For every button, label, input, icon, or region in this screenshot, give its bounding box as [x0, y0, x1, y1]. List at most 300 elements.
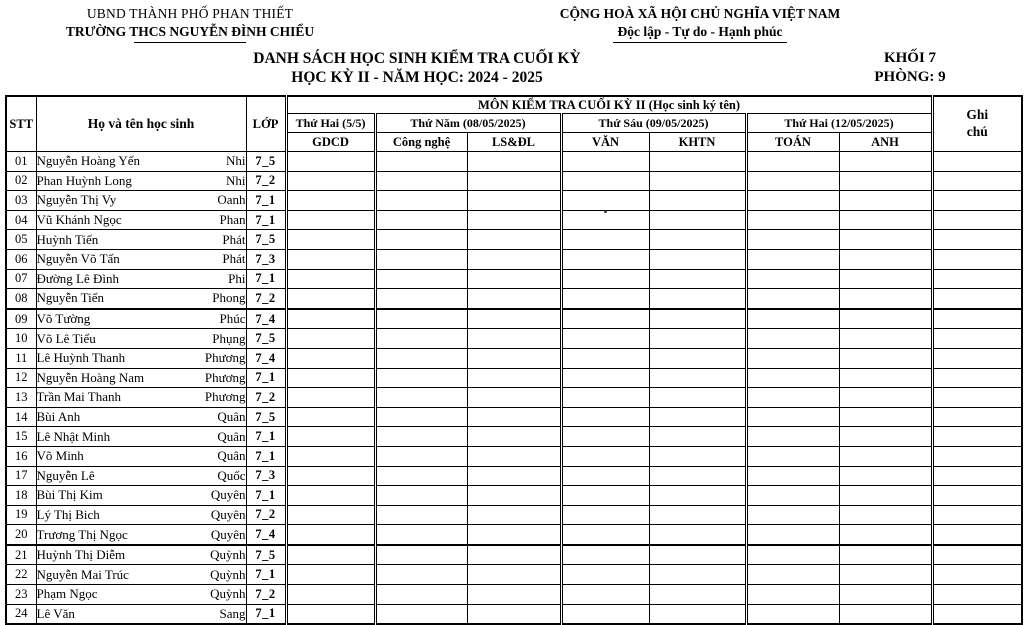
note-cell [932, 348, 1022, 368]
stray-ink-mark [604, 210, 607, 213]
day-header: Thứ Sáu (09/05/2025) [561, 114, 746, 133]
student-class: 7_2 [246, 585, 286, 605]
note-cell [932, 486, 1022, 506]
student-name-cell [36, 585, 246, 605]
student-surname-middle: Nguyễn Võ Tấn [36, 251, 120, 267]
student-given-name: Quân [217, 428, 246, 444]
national-motto-block [550, 6, 850, 43]
signature-cell-ls-l [467, 368, 561, 388]
signature-cell-anh [839, 230, 932, 250]
signature-cell-khtn [649, 525, 746, 545]
signature-cell-khtn [649, 171, 746, 191]
signature-cell-anh [839, 191, 932, 211]
note-cell [932, 466, 1022, 486]
signature-cell-gdcd [286, 585, 375, 605]
signature-cell-v-n [561, 269, 649, 289]
signature-cell-c-ng-ngh- [375, 565, 467, 585]
signature-cell-to-n [746, 210, 839, 230]
note-cell [932, 171, 1022, 191]
signature-cell-khtn [649, 604, 746, 624]
student-row [6, 171, 1022, 191]
student-rows [6, 152, 1022, 625]
student-class: 7_1 [246, 486, 286, 506]
signature-cell-gdcd [286, 545, 375, 565]
student-number: 20 [6, 525, 36, 545]
student-class: 7_4 [246, 309, 286, 329]
signature-cell-anh [839, 585, 932, 605]
signature-cell-ls-l [467, 466, 561, 486]
signature-cell-v-n [561, 466, 649, 486]
student-row [6, 269, 1022, 289]
note-cell [932, 210, 1022, 230]
signature-cell-ls-l [467, 585, 561, 605]
subject-header: Công nghệ [375, 133, 467, 152]
signature-cell-gdcd [286, 466, 375, 486]
signature-cell-ls-l [467, 289, 561, 309]
signature-cell-anh [839, 446, 932, 466]
signature-cell-to-n [746, 525, 839, 545]
signature-cell-khtn [649, 152, 746, 172]
student-given-name: Quỳnh [210, 566, 246, 582]
signature-cell-c-ng-ngh- [375, 505, 467, 525]
signature-cell-v-n [561, 171, 649, 191]
signature-cell-gdcd [286, 269, 375, 289]
student-class: 7_1 [246, 446, 286, 466]
signature-cell-khtn [649, 466, 746, 486]
subject-header: TOÁN [746, 133, 839, 152]
student-row [6, 585, 1022, 605]
student-class: 7_1 [246, 191, 286, 211]
signature-cell-to-n [746, 604, 839, 624]
student-row [6, 565, 1022, 585]
signature-cell-khtn [649, 269, 746, 289]
signature-cell-c-ng-ngh- [375, 191, 467, 211]
student-class: 7_1 [246, 269, 286, 289]
school-name-underline [134, 42, 246, 43]
document-subtitle: HỌC KỲ II - NĂM HỌC: 2024 - 2025 [291, 69, 543, 86]
signature-cell-anh [839, 152, 932, 172]
student-name-cell [36, 486, 246, 506]
student-number: 07 [6, 269, 36, 289]
signature-cell-v-n [561, 565, 649, 585]
signature-cell-ls-l [467, 191, 561, 211]
student-given-name: Phúc [219, 311, 246, 327]
signature-cell-khtn [649, 210, 746, 230]
student-number: 02 [6, 171, 36, 191]
signature-cell-ls-l [467, 545, 561, 565]
student-row [6, 466, 1022, 486]
signature-cell-ls-l [467, 230, 561, 250]
student-given-name: Phong [212, 290, 246, 306]
student-class: 7_2 [246, 388, 286, 408]
signature-cell-gdcd [286, 427, 375, 447]
authority-name: UBND THÀNH PHỐ PHAN THIẾT [86, 6, 294, 21]
signature-cell-ls-l [467, 171, 561, 191]
note-cell [932, 368, 1022, 388]
signature-cell-v-n [561, 604, 649, 624]
student-surname-middle: Võ Lê Tiểu [36, 330, 96, 346]
student-number: 11 [6, 348, 36, 368]
student-class: 7_1 [246, 368, 286, 388]
note-cell [932, 427, 1022, 447]
signature-cell-to-n [746, 466, 839, 486]
student-name-cell [36, 505, 246, 525]
student-name-cell [36, 427, 246, 447]
student-given-name: Oanh [217, 192, 246, 208]
signature-cell-v-n [561, 525, 649, 545]
student-given-name: Quỳnh [210, 547, 246, 563]
student-class: 7_5 [246, 152, 286, 172]
student-name-cell [36, 230, 246, 250]
room-label: PHÒNG: 9 [874, 69, 946, 85]
signature-cell-to-n [746, 368, 839, 388]
student-surname-middle: Vũ Khánh Ngọc [36, 212, 122, 228]
note-cell [932, 525, 1022, 545]
student-surname-middle: Huỳnh Tiến [36, 231, 99, 247]
signature-cell-to-n [746, 249, 839, 269]
signature-cell-anh [839, 210, 932, 230]
student-given-name: Phát [222, 251, 246, 267]
signature-cell-c-ng-ngh- [375, 171, 467, 191]
student-given-name: Quyên [210, 487, 246, 503]
student-row [6, 191, 1022, 211]
student-given-name: Quân [217, 448, 246, 464]
student-class: 7_5 [246, 230, 286, 250]
signature-cell-v-n [561, 329, 649, 349]
student-name-cell [36, 191, 246, 211]
signature-cell-gdcd [286, 329, 375, 349]
signature-cell-c-ng-ngh- [375, 486, 467, 506]
signature-cell-to-n [746, 545, 839, 565]
signature-cell-gdcd [286, 191, 375, 211]
signature-cell-c-ng-ngh- [375, 525, 467, 545]
student-class: 7_2 [246, 289, 286, 309]
student-class: 7_4 [246, 348, 286, 368]
student-name-cell [36, 289, 246, 309]
student-given-name: Phát [222, 231, 246, 247]
student-surname-middle: Bùi Anh [36, 409, 81, 425]
signature-cell-khtn [649, 348, 746, 368]
signature-cell-anh [839, 309, 932, 329]
signature-cell-v-n [561, 152, 649, 172]
student-name-cell [36, 269, 246, 289]
signature-cell-khtn [649, 368, 746, 388]
signature-cell-to-n [746, 348, 839, 368]
student-number: 09 [6, 309, 36, 329]
student-name-cell [36, 348, 246, 368]
signature-cell-anh [839, 269, 932, 289]
student-row [6, 210, 1022, 230]
note-cell [932, 329, 1022, 349]
student-surname-middle: Phan Huỳnh Long [36, 172, 132, 188]
signature-cell-ls-l [467, 486, 561, 506]
signature-cell-c-ng-ngh- [375, 466, 467, 486]
student-class: 7_2 [246, 171, 286, 191]
signature-cell-khtn [649, 427, 746, 447]
signature-cell-to-n [746, 486, 839, 506]
col-header-stt: STT [6, 96, 36, 152]
signature-cell-to-n [746, 446, 839, 466]
signature-cell-anh [839, 348, 932, 368]
signature-cell-ls-l [467, 309, 561, 329]
signature-cell-c-ng-ngh- [375, 230, 467, 250]
student-given-name: Sang [219, 605, 246, 621]
signature-cell-anh [839, 545, 932, 565]
signature-cell-gdcd [286, 565, 375, 585]
signature-cell-to-n [746, 407, 839, 427]
signature-cell-v-n [561, 289, 649, 309]
signature-cell-v-n [561, 388, 649, 408]
signature-cell-ls-l [467, 269, 561, 289]
signature-cell-anh [839, 486, 932, 506]
student-name-cell [36, 249, 246, 269]
student-surname-middle: Nguyễn Lê [36, 467, 95, 483]
signature-cell-khtn [649, 545, 746, 565]
student-given-name: Quỳnh [210, 586, 246, 602]
signature-cell-ls-l [467, 446, 561, 466]
signature-cell-gdcd [286, 388, 375, 408]
signature-cell-ls-l [467, 348, 561, 368]
signature-cell-anh [839, 407, 932, 427]
student-row [6, 309, 1022, 329]
signature-cell-khtn [649, 505, 746, 525]
day-header: Thứ Hai (5/5) [286, 114, 375, 133]
signature-cell-gdcd [286, 152, 375, 172]
subject-header: VĂN [561, 133, 649, 152]
student-number: 15 [6, 427, 36, 447]
student-surname-middle: Lý Thị Bich [36, 506, 100, 522]
motto-line: Độc lập - Tự do - Hạnh phúc [613, 24, 786, 43]
signature-cell-ls-l [467, 427, 561, 447]
student-class: 7_1 [246, 427, 286, 447]
signature-cell-v-n [561, 505, 649, 525]
note-cell [932, 446, 1022, 466]
signature-cell-v-n [561, 230, 649, 250]
signature-cell-to-n [746, 427, 839, 447]
issuing-authority-block [40, 6, 340, 43]
signature-cell-ls-l [467, 249, 561, 269]
signature-cell-ls-l [467, 210, 561, 230]
signature-cell-c-ng-ngh- [375, 388, 467, 408]
student-row [6, 446, 1022, 466]
signature-cell-anh [839, 388, 932, 408]
signature-cell-v-n [561, 309, 649, 329]
signature-cell-v-n [561, 446, 649, 466]
student-row [6, 348, 1022, 368]
signature-cell-to-n [746, 152, 839, 172]
student-given-name: Phương [204, 369, 246, 385]
student-number: 21 [6, 545, 36, 565]
student-surname-middle: Đường Lê Đình [36, 270, 120, 286]
grade-room-block [855, 50, 965, 86]
signature-cell-anh [839, 289, 932, 309]
signature-cell-gdcd [286, 210, 375, 230]
signature-cell-khtn [649, 486, 746, 506]
signature-cell-khtn [649, 309, 746, 329]
signature-cell-khtn [649, 249, 746, 269]
student-number: 13 [6, 388, 36, 408]
student-given-name: Quân [217, 409, 246, 425]
student-exam-table [5, 95, 1023, 625]
signature-cell-khtn [649, 329, 746, 349]
student-name-cell [36, 210, 246, 230]
subject-header: GDCD [286, 133, 375, 152]
student-row [6, 152, 1022, 172]
student-row [6, 388, 1022, 408]
student-row [6, 407, 1022, 427]
signature-cell-anh [839, 505, 932, 525]
student-class: 7_3 [246, 249, 286, 269]
signature-cell-anh [839, 249, 932, 269]
student-class: 7_2 [246, 505, 286, 525]
signature-cell-gdcd [286, 446, 375, 466]
signature-cell-c-ng-ngh- [375, 152, 467, 172]
student-name-cell [36, 388, 246, 408]
signature-cell-v-n [561, 249, 649, 269]
student-given-name: Quyên [210, 506, 246, 522]
signature-cell-v-n [561, 368, 649, 388]
signature-cell-ls-l [467, 329, 561, 349]
student-name-cell [36, 407, 246, 427]
student-class: 7_1 [246, 565, 286, 585]
signature-cell-anh [839, 466, 932, 486]
signature-cell-gdcd [286, 486, 375, 506]
document-title: DANH SÁCH HỌC SINH KIỂM TRA CUỐI KỲ [253, 50, 581, 67]
student-surname-middle: Lê Huỳnh Thanh [36, 350, 126, 366]
day-header: Thứ Hai (12/05/2025) [746, 114, 932, 133]
grade-label: KHỐI 7 [883, 50, 937, 66]
student-name-cell [36, 446, 246, 466]
student-row [6, 545, 1022, 565]
student-surname-middle: Nguyễn Tiến [36, 290, 105, 306]
student-number: 23 [6, 585, 36, 605]
note-cell [932, 505, 1022, 525]
signature-cell-c-ng-ngh- [375, 446, 467, 466]
subject-header: LS&ĐL [467, 133, 561, 152]
subject-header: ANH [839, 133, 932, 152]
student-class: 7_3 [246, 466, 286, 486]
signature-cell-to-n [746, 309, 839, 329]
student-class: 7_5 [246, 329, 286, 349]
note-cell [932, 269, 1022, 289]
signature-cell-khtn [649, 388, 746, 408]
signature-cell-to-n [746, 585, 839, 605]
student-given-name: Phụng [212, 330, 246, 346]
student-class: 7_5 [246, 545, 286, 565]
note-cell [932, 309, 1022, 329]
signature-cell-c-ng-ngh- [375, 348, 467, 368]
student-row [6, 249, 1022, 269]
signature-cell-gdcd [286, 604, 375, 624]
note-cell [932, 545, 1022, 565]
signature-cell-to-n [746, 505, 839, 525]
student-name-cell [36, 525, 246, 545]
signature-cell-to-n [746, 171, 839, 191]
signature-cell-anh [839, 427, 932, 447]
signature-cell-c-ng-ngh- [375, 368, 467, 388]
signature-cell-v-n [561, 407, 649, 427]
signature-cell-c-ng-ngh- [375, 329, 467, 349]
student-name-cell [36, 329, 246, 349]
col-header-name: Họ và tên học sinh [36, 96, 246, 152]
student-row [6, 329, 1022, 349]
note-cell [932, 407, 1022, 427]
signature-cell-v-n [561, 210, 649, 230]
note-cell [932, 289, 1022, 309]
country-title: CỘNG HOÀ XÃ HỘI CHỦ NGHĨA VIỆT NAM [559, 6, 841, 21]
signature-cell-anh [839, 368, 932, 388]
note-cell [932, 191, 1022, 211]
signature-cell-v-n [561, 427, 649, 447]
student-given-name: Quyên [210, 526, 246, 542]
student-given-name: Nhi [226, 153, 246, 169]
student-class: 7_1 [246, 604, 286, 624]
day-header: Thứ Năm (08/05/2025) [375, 114, 561, 133]
student-number: 06 [6, 249, 36, 269]
signature-cell-c-ng-ngh- [375, 269, 467, 289]
signature-cell-to-n [746, 565, 839, 585]
signature-cell-gdcd [286, 505, 375, 525]
signature-cell-v-n [561, 486, 649, 506]
student-number: 16 [6, 446, 36, 466]
student-given-name: Phương [204, 350, 246, 366]
signature-cell-khtn [649, 407, 746, 427]
student-surname-middle: Nguyễn Mai Trúc [36, 566, 129, 582]
student-row [6, 289, 1022, 309]
signature-cell-c-ng-ngh- [375, 309, 467, 329]
signature-cell-c-ng-ngh- [375, 210, 467, 230]
student-row [6, 604, 1022, 624]
signature-cell-ls-l [467, 152, 561, 172]
note-cell [932, 230, 1022, 250]
signature-cell-c-ng-ngh- [375, 545, 467, 565]
signature-cell-ls-l [467, 388, 561, 408]
student-number: 04 [6, 210, 36, 230]
student-number: 18 [6, 486, 36, 506]
signature-cell-c-ng-ngh- [375, 427, 467, 447]
col-header-note: Ghi chú [932, 96, 1022, 152]
signature-cell-khtn [649, 565, 746, 585]
col-header-class: LỚP [246, 96, 286, 152]
signature-cell-gdcd [286, 171, 375, 191]
student-number: 10 [6, 329, 36, 349]
student-row [6, 505, 1022, 525]
student-surname-middle: Huỳnh Thị Diễm [36, 547, 126, 563]
subject-header: KHTN [649, 133, 746, 152]
signature-cell-to-n [746, 191, 839, 211]
student-class: 7_1 [246, 210, 286, 230]
student-surname-middle: Bùi Thị Kim [36, 487, 103, 503]
note-cell [932, 388, 1022, 408]
signature-cell-gdcd [286, 289, 375, 309]
signature-cell-khtn [649, 289, 746, 309]
signature-cell-to-n [746, 388, 839, 408]
student-given-name: Phan [219, 212, 246, 228]
signature-cell-to-n [746, 269, 839, 289]
signature-cell-c-ng-ngh- [375, 407, 467, 427]
signature-cell-gdcd [286, 525, 375, 545]
student-surname-middle: Nguyễn Thị Vy [36, 192, 117, 208]
signature-cell-anh [839, 171, 932, 191]
signature-cell-anh [839, 329, 932, 349]
student-number: 19 [6, 505, 36, 525]
signature-cell-v-n [561, 545, 649, 565]
student-name-cell [36, 466, 246, 486]
signature-cell-ls-l [467, 525, 561, 545]
student-surname-middle: Nguyễn Hoàng Yến [36, 153, 140, 169]
signature-cell-gdcd [286, 348, 375, 368]
student-number: 05 [6, 230, 36, 250]
